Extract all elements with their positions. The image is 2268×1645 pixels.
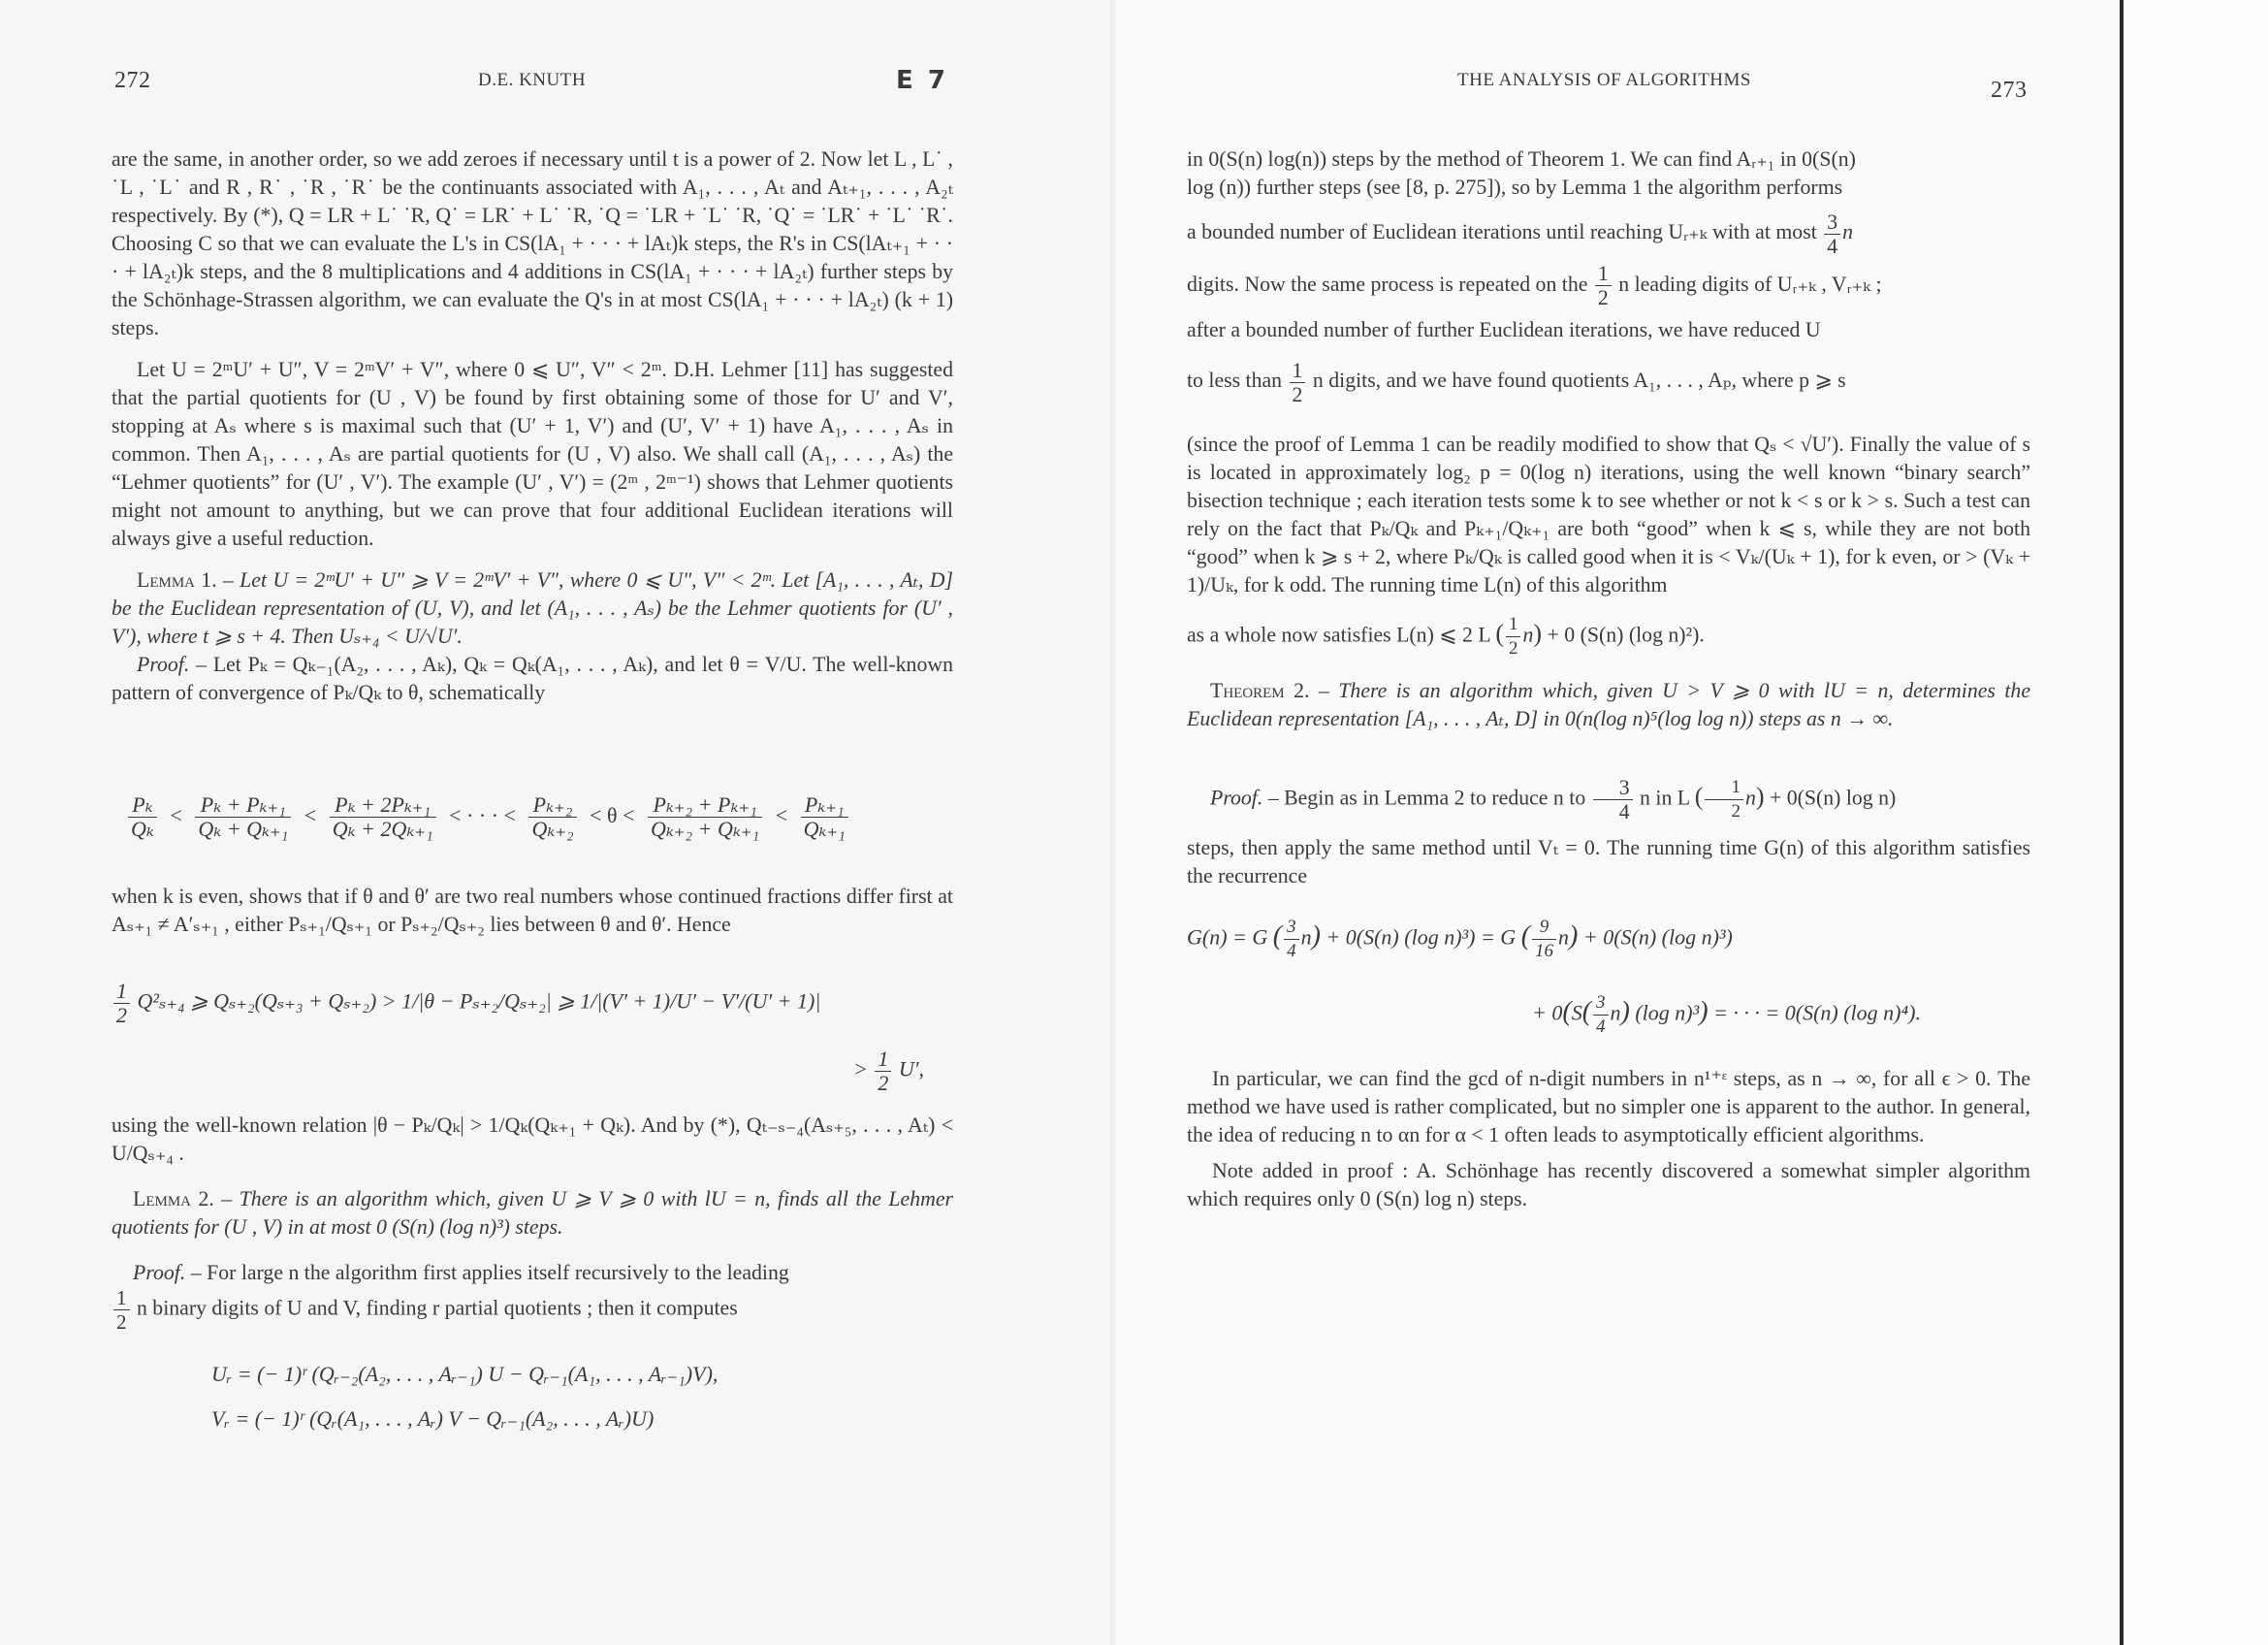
right-text-lines — [1187, 145, 2030, 202]
paragraph: are the same, in another order, so we add zeroes if necessary until t is a power of 2. Now let L , L˙ , ˙L , ˙L˙ and R , R˙ , ˙R , ˙R˙ be the continuants associated with A₁, . . . , Aₜ and Aₜ₊₁, . . . , A₂ₜ respectively. By (*), Q = LR + L˙ ˙R, Q˙ = LR˙ + L˙ ˙R, ˙Q = ˙LR + ˙L˙ ˙R, ˙Q˙ = ˙LR˙ + ˙L˙ ˙R˙. Choosing C so that we can evaluate the L's in CS(lA₁ + · · · + lAₜ)k steps, the R's in CS(lAₜ₊₁ + · · · + lA₂ₜ)k steps, and the 8 multiplications and 4 additions in CS(lA₁ + · · · + lA₂ₜ) further steps by the Schönhage-Strassen algorithm, we can evaluate the Q's in at most CS(lA₁ + · · · + lA₂ₜ) (k + 1) steps. — [112, 147, 953, 339]
lemma-statement: – Let U = 2ᵐU′ + U″ ⩾ V = 2ᵐV′ + V″, where 0 ⩽ U″, V″ < 2ᵐ. Let [A₁, . . . , Aₜ, D] be the Euclidean representation of (U, V), and let (A₁, . . . , Aₛ) be the Lehmer quotients for (U′ , V′), where t ⩾ s + 4. Then Uₛ₊₄ < U/√U′. — [112, 568, 954, 648]
text-line: to less than $\frac{1}{2}$ n digits, and we have found quotients A₁, . . . , Aₚ, where p ⩾ s — [1187, 358, 1846, 406]
lemma-label: Lemma 1. — [137, 568, 217, 592]
ur-formula: Uᵣ = (− 1)ʳ (Qᵣ₋₂(A₂, . . . , Aᵣ₋₁) U − Qᵣ₋₁(A₁, . . . , Aᵣ₋₁)V), — [211, 1362, 719, 1386]
recurrence-line-1: G(n) = G ( $\frac{3}{4}$ n) + 0(S(n) (log n)³) = G ( $\frac{9}{16}$ n) + 0(S(n) (log n)³) — [1187, 917, 1733, 961]
section-mark: E 7 — [896, 66, 948, 95]
paragraph: (since the proof of Lemma 1 can be readily modified to show that Qₛ < √U′). Finally the value of s is located in approximately log₂ p = 0(log n) iterations, using the well known “binary search” bisection technique ; each iteration tests some k to see whether or not k < s or k > s. Such a test can rely on the fact that Pₖ/Qₖ and Pₖ₊₁/Qₖ₊₁ are both “good” when k ⩽ s, while they are not both “good” when k ⩾ s + 2, where Pₖ/Qₖ is called good when it is < Vₖ/(Uₖ + 1), for k even, or > (Vₖ + 1)/Uₖ, for k odd. The running time L(n) of this algorithm — [1187, 433, 2030, 597]
paragraph: using the well-known relation |θ − Pₖ/Qₖ| > 1/Qₖ(Qₖ₊₁ + Qₖ). And by (*), Qₜ₋ₛ₋₄(Aₛ₊₅, . . . , Aₜ) < U/Qₛ₊₄ . — [112, 1113, 953, 1165]
scan-margin — [2124, 0, 2268, 1645]
proof-line: Proof. – Begin as in Lemma 2 to reduce n to $\frac{3}{4}$ n in L ( $\frac{1}{2}$ n) + 0(S(n) log n) — [1210, 776, 1897, 823]
right-fraction-lines — [1187, 208, 2030, 406]
convergence-chain: $\frac{\text{Pₖ}}{\text{Qₖ}}$ < $\frac{\text{Pₖ + Pₖ₊₁}}{\text{Qₖ + Qₖ₊₁}}$ < $\frac{\text{Pₖ + 2Pₖ₊₁}}{\text{Qₖ + 2Qₖ₊₁}}$ < · · · < $\frac{\text{Pₖ₊₂}}{\text{Qₖ₊₂}}$ < θ < $\frac{\text{Pₖ₊₂ + Pₖ₊₁}}{\text{Qₖ₊₂ + Qₖ₊₁}}$ < $\frac{\text{Pₖ₊₁}}{\text{Qₖ₊₁}}$ — [126, 793, 850, 841]
right-page — [1115, 0, 2268, 1645]
right-running-head: THE ANALYSIS OF ALGORITHMS — [1457, 70, 1751, 90]
left-text-block-1 — [112, 145, 953, 707]
lemma-1 — [112, 566, 953, 651]
lemma-2 — [112, 1185, 953, 1242]
recurrence-line-2: + 0(S( $\frac{3}{4}$ n) (log n)³) = · · · = 0(S(n) (log n)⁴). — [1532, 992, 1921, 1037]
proof-label: Proof. — [133, 1261, 186, 1284]
text-line: a bounded number of Euclidean iterations until reaching Uᵣ₊ₖ with at most $\frac{3}{4}$ n — [1187, 210, 1854, 258]
theorem-statement: – There is an algorithm which, given U > V ⩾ 0 with lU = n, determines the Euclidean representation [A₁, . . . , Aₜ, D] in 0(n(log n)⁵(log log n)) steps as n → ∞. — [1187, 679, 2031, 730]
theorem-label: Theorem 2. — [1210, 679, 1310, 702]
paragraph: steps, then apply the same method until Vₜ = 0. The running time G(n) of this algorithm satisfies the recurrence — [1187, 836, 2030, 887]
left-page — [0, 0, 1115, 1645]
theorem-2 — [1187, 677, 2030, 733]
proof-2-line-1: Proof. – For large n the algorithm first applies itself recursively to the leading — [133, 1261, 789, 1284]
paragraph: Let U = 2ᵐU′ + U″, V = 2ᵐV′ + V″, where 0 ⩽ U″, V″ < 2ᵐ. D.H. Lehmer [11] has suggested that the partial quotients for (U , V) be found by first obtaining some of those for U′ and V′, stopping at Aₛ where s is maximal such that (U′ + 1, V′) and (U′, V′ + 1) have A₁, . . . , Aₛ in common. Then A₁, . . . , Aₛ are partial quotients for (U , V) also. We shall call (A₁, . . . , Aₛ) the “Lehmer quotients” for (U′ , V′). The example (U′ , V′) = (2ᵐ , 2ᵐ⁻¹) shows that Lehmer quotients might not amount to anything, but we can prove that four additional Euclidean iterations will always give a useful reduction. — [112, 358, 953, 550]
text-line: after a bounded number of further Euclidean iterations, we have reduced U — [1187, 318, 1821, 341]
inequality-line-2: > $\frac{1}{2}$ U′, — [853, 1047, 925, 1095]
inequality-line-1: $\frac{1}{2}$ Q²ₛ₊₄ ⩾ Qₛ₊₂(Qₛ₊₃ + Qₛ₊₂) > 1/|θ − Pₛ₊₂/Qₛ₊₂| ⩾ 1/|(V′ + 1)/U′ − V′/(U′ + 1)| — [112, 980, 820, 1027]
text-line: log (n)) further steps (see [8, p. 275]), so by Lemma 1 the algorithm performs — [1187, 176, 1843, 199]
left-folio: 272 — [114, 68, 151, 93]
proof-label: Proof. — [137, 653, 190, 676]
paragraph: when k is even, shows that if θ and θ′ are two real numbers whose continued fractions differ first at Aₛ₊₁ ≠ A′ₛ₊₁ , either Pₛ₊₁/Qₛ₊₁ or Pₛ₊₂/Qₛ₊₂ lies between θ and θ′. Hence — [112, 885, 953, 936]
text-line: as a whole now satisfies L(n) ⩽ 2 L ( $\frac{1}{2}$ n) + 0 (S(n) (log n)²). — [1187, 614, 1705, 659]
proof-1 — [112, 651, 953, 707]
left-running-head: D.E. KNUTH — [478, 70, 587, 90]
text-line: digits. Now the same process is repeated on the $\frac{1}{2}$ n leading digits of Uᵣ₊ₖ , Vᵣ₊ₖ ; — [1187, 262, 1882, 309]
right-folio: 273 — [1991, 78, 2028, 103]
paragraph: Note added in proof : A. Schönhage has recently discovered a somewhat simpler algorithm which requires only 0 (S(n) log n) steps. — [1187, 1159, 2030, 1210]
text-line: in 0(S(n) log(n)) steps by the method of Theorem 1. We can find Aᵣ₊₁ in 0(S(n) — [1187, 147, 1856, 171]
lemma-label: Lemma 2. — [133, 1187, 214, 1210]
right-text-block-end — [1187, 1065, 2030, 1213]
lemma-statement: – There is an algorithm which, given U ⩾ V ⩾ 0 with lU = n, finds all the Lehmer quotients for (U , V) in at most 0 (S(n) (log n)³) steps. — [112, 1187, 954, 1239]
proof-label: Proof. — [1210, 786, 1263, 810]
proof-2-line-2: $\frac{1}{2}$ n binary digits of U and V, finding r partial quotients ; then it computes — [112, 1286, 953, 1334]
vr-formula: Vᵣ = (− 1)ʳ (Qᵣ(A₁, . . . , Aᵣ) V − Qᵣ₋₁(A₂, . . . , Aᵣ)U) — [211, 1406, 655, 1431]
proof-text: – Let Pₖ = Qₖ₋₁(A₂, . . . , Aₖ), Qₖ = Qₖ(A₁, . . . , Aₖ), and let θ = V/U. The well-known pattern of convergence of Pₖ/Qₖ to θ, schematically — [112, 653, 953, 704]
paragraph: In particular, we can find the gcd of n-digit numbers in n¹⁺ᵋ steps, as n → ∞, for all ϵ > 0. The method we have used is rather complicated, but no simpler one is apparent to the author. In general, the idea of reducing n to αn for α < 1 often leads to asymptotically efficient algorithms. — [1187, 1067, 2030, 1146]
